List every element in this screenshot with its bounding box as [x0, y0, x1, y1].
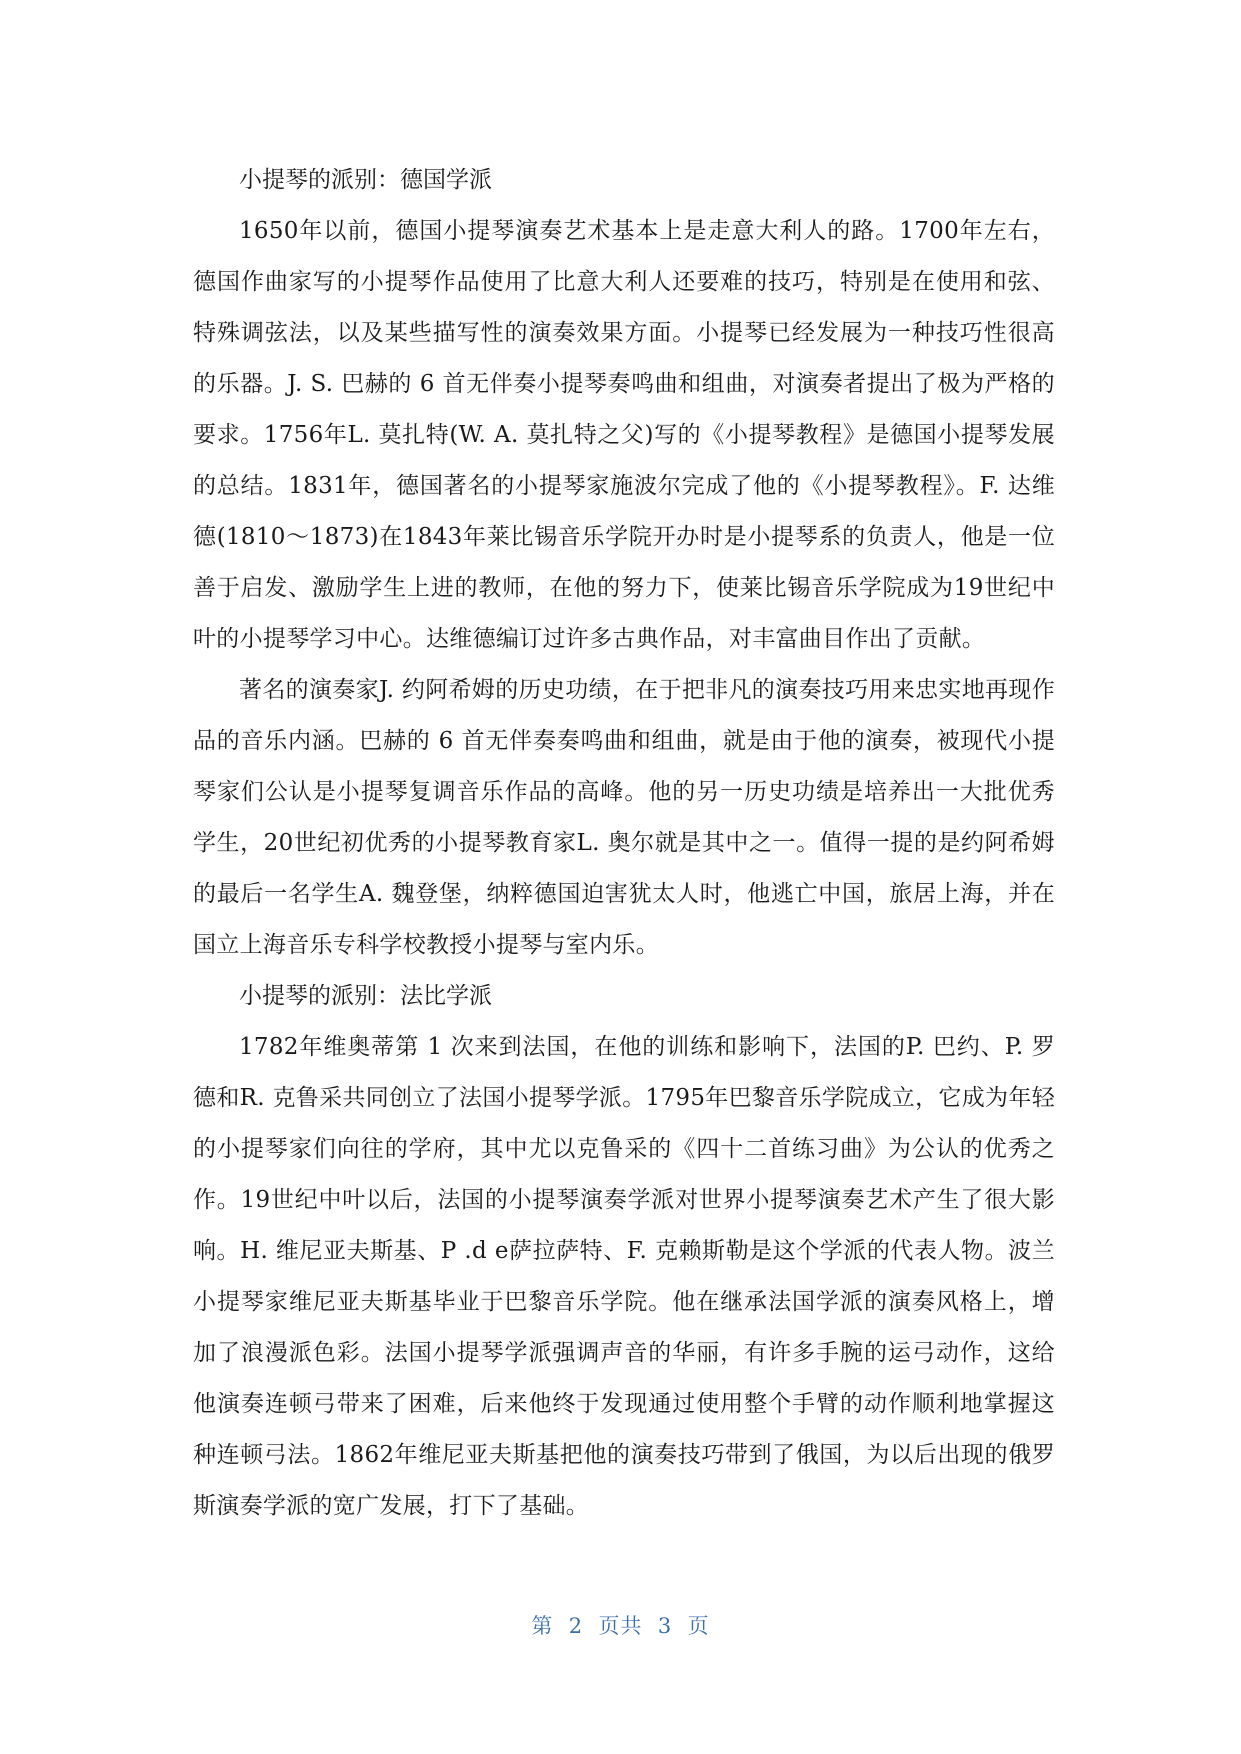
section-heading-german-school: 小提琴的派别：德国学派 — [239, 167, 492, 193]
footer-current-page: 2 — [568, 1614, 584, 1638]
footer-suffix: 页 — [687, 1614, 710, 1638]
section-heading-franco-belgian-school: 小提琴的派别：法比学派 — [239, 983, 492, 1009]
paragraph-german-school-history: 1650年以前，德国小提琴演奏艺术基本上是走意大利人的路。1700年左右，德国作曲家写的小提琴作品使用了比意大利人还要难的技巧，特别是在使用和弦、特殊调弦法，以及某些描写性的演奏效果方面。小提琴已经发展为一种技巧性很高的乐器。J. S. 巴赫的 6 首无伴奏小提琴奏鸣曲和组曲，对演奏者提出了极为严格的要求。1756年L. 莫扎特(W. A. 莫扎特之父)写的《小提琴教程》是德国小提琴发展的总结。1831年，德国著名的小提琴家施波尔完成了他的《小提琴教程》。F. 达维德(1810～1873)在1843年莱比锡音乐学院开办时是小提琴系的负责人，他是一位善于启发、激励学生上进的教师，在他的努力下，使莱比锡音乐学院成为19世纪中叶的小提琴学习中心。达维德编订过许多古典作品，对丰富曲目作出了贡献。 — [193, 218, 1055, 652]
document-body — [193, 155, 1055, 1532]
page-footer — [0, 1610, 1241, 1640]
footer-prefix: 第 — [531, 1614, 554, 1638]
paragraph-joachim: 著名的演奏家J. 约阿希姆的历史功绩，在于把非凡的演奏技巧用来忠实地再现作品的音乐内涵。巴赫的 6 首无伴奏奏鸣曲和组曲，就是由于他的演奏，被现代小提琴家们公认是小提琴复调音乐作品的高峰。他的另一历史功绩是培养出一大批优秀学生，20世纪初优秀的小提琴教育家L. 奥尔就是其中之一。值得一提的是约阿希姆的最后一名学生A. 魏登堡，纳粹德国迫害犹太人时，他逃亡中国，旅居上海，并在国立上海音乐专科学校教授小提琴与室内乐。 — [193, 677, 1055, 958]
footer-middle: 页共 — [598, 1614, 643, 1638]
paragraph-franco-belgian-history: 1782年维奥蒂第 1 次来到法国，在他的训练和影响下，法国的P. 巴约、P. 罗德和R. 克鲁采共同创立了法国小提琴学派。1795年巴黎音乐学院成立，它成为年轻的小提琴家们向往的学府，其中尤以克鲁采的《四十二首练习曲》为公认的优秀之作。19世纪中叶以后，法国的小提琴演奏学派对世界小提琴演奏艺术产生了很大影响。H. 维尼亚夫斯基、P .d e萨拉萨特、F. 克赖斯勒是这个学派的代表人物。波兰小提琴家维尼亚夫斯基毕业于巴黎音乐学院。他在继承法国学派的演奏风格上，增加了浪漫派色彩。法国小提琴学派强调声音的华丽，有许多手腕的运弓动作，这给他演奏连顿弓带来了困难，后来他终于发现通过使用整个手臂的动作顺利地掌握这种连顿弓法。1862年维尼亚夫斯基把他的演奏技巧带到了俄国，为以后出现的俄罗斯演奏学派的宽广发展，打下了基础。 — [193, 1034, 1055, 1519]
footer-total-pages: 3 — [657, 1614, 673, 1638]
